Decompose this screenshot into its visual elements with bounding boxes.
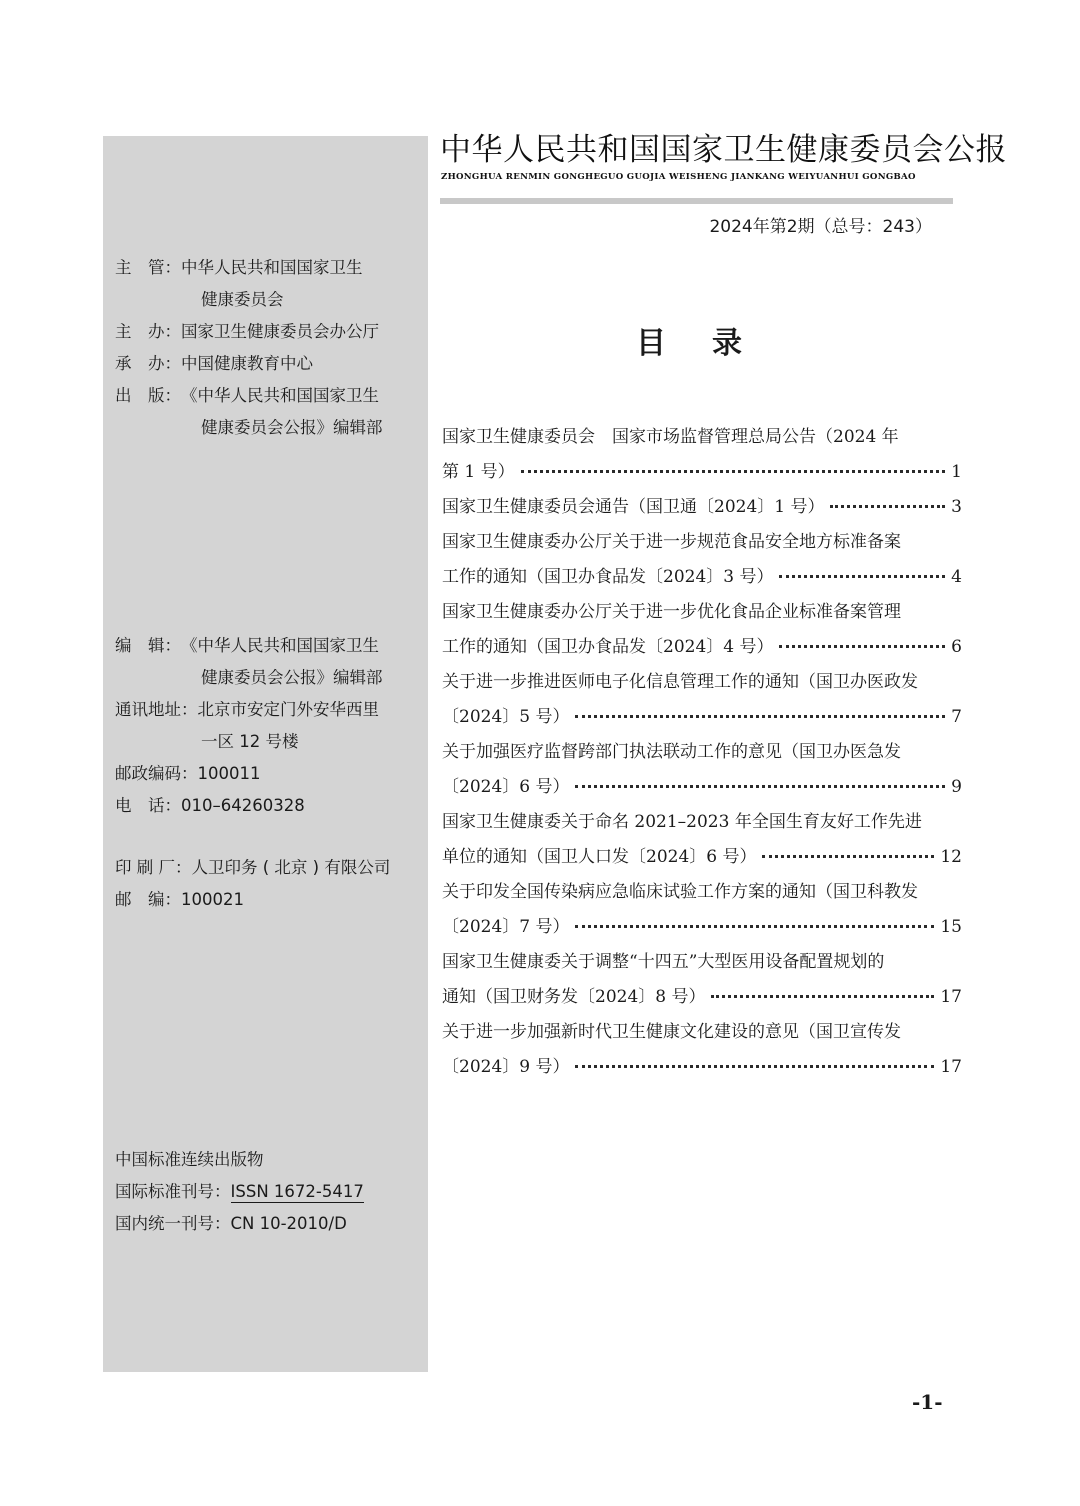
info-value: 中国健康教育中心 [181, 354, 313, 373]
toc-entry-line [442, 490, 962, 525]
publication-title: 中华人民共和国国家卫生健康委员会公报 [440, 132, 1007, 168]
info-value-continued: 健康委员会公报》编辑部 [201, 668, 383, 687]
toc-page-number: 15 [940, 917, 962, 937]
info-label: 电 话： [115, 796, 181, 815]
toc-entry-title-end: 〔2024〕5 号） [442, 707, 570, 727]
editorial-info [115, 630, 425, 822]
toc-entry-title: 关于加强医疗监督跨部门执法联动工作的意见（国卫办医急发 [442, 742, 901, 762]
standard-serial-info [115, 1144, 364, 1240]
info-row [115, 252, 425, 284]
toc-entry-title-end: 工作的通知（国卫办食品发〔2024〕4 号） [442, 637, 774, 657]
toc-leader-dots [521, 469, 946, 473]
info-label: 邮 编： [115, 890, 181, 909]
info-value-continued: 健康委员会 [201, 290, 284, 309]
printer-info [115, 852, 425, 916]
toc-entry-line [442, 840, 962, 875]
publisher-info [115, 252, 425, 444]
info-row [115, 380, 425, 412]
toc-entry-line [442, 630, 962, 665]
toc-entry-title: 国家卫生健康委关于调整“十四五”大型医用设备配置规划的 [442, 952, 885, 972]
toc-page-number: 3 [951, 497, 962, 517]
toc-page-number: 6 [951, 637, 962, 657]
toc-entry-title: 国家卫生健康委关于命名 2021–2023 年全国生育友好工作先进 [442, 812, 922, 832]
info-label: 出 版： [115, 386, 181, 405]
issue-number: 2024年第2期（总号：243） [709, 217, 932, 237]
info-row [115, 316, 425, 348]
toc-entry[interactable] [442, 945, 962, 1015]
info-value: 北京市安定门外安华西里 [197, 700, 379, 719]
toc-entry-title-end: 国家卫生健康委员会通告（国卫通〔2024〕1 号） [442, 497, 825, 517]
toc-entry[interactable] [442, 490, 962, 525]
toc-entry[interactable] [442, 1015, 962, 1085]
toc-page-number: 17 [940, 1057, 962, 1077]
info-value: 100011 [197, 764, 261, 783]
toc-entry[interactable] [442, 420, 962, 490]
toc-entry-line [442, 455, 962, 490]
issn-number: ISSN 1672-5417 [230, 1182, 364, 1201]
issn-line [115, 1176, 364, 1208]
toc-entry-title: 关于进一步加强新时代卫生健康文化建设的意见（国卫宣传发 [442, 1022, 901, 1042]
toc-leader-dots [779, 574, 945, 578]
toc-entry-line [442, 700, 962, 735]
header-rule [440, 198, 953, 204]
toc-entry-title: 关于印发全国传染病应急临床试验工作方案的通知（国卫科教发 [442, 882, 918, 902]
cn-label: 国内统一刊号： [115, 1214, 231, 1233]
toc-entry-title: 国家卫生健康委员会 国家市场监督管理总局公告（2024 年 [442, 427, 899, 447]
toc-entry-line [442, 910, 962, 945]
standard-serial-label: 中国标准连续出版物 [115, 1150, 264, 1169]
toc-page-number: 17 [940, 987, 962, 1007]
issn-label: 国际标准刊号： [115, 1182, 231, 1201]
toc-entry[interactable] [442, 525, 962, 595]
table-of-contents [442, 420, 962, 1085]
toc-entry-title-end: 〔2024〕9 号） [442, 1057, 570, 1077]
toc-entry[interactable] [442, 875, 962, 945]
publication-title-pinyin: ZHONGHUA RENMIN GONGHEGUO GUOJIA WEISHENG JIANKANG WEIYUANHUI GONGBAO [441, 172, 916, 182]
info-value-continued: 一区 12 号楼 [201, 732, 299, 751]
toc-entry-title-end: 单位的通知（国卫人口发〔2024〕6 号） [442, 847, 757, 867]
info-label: 印 刷 厂： [115, 858, 192, 877]
toc-entry-title-end: 通知（国卫财务发〔2024〕8 号） [442, 987, 706, 1007]
info-row [115, 758, 425, 790]
info-label: 邮政编码： [115, 764, 198, 783]
info-value: 010–64260328 [181, 796, 305, 815]
toc-leader-dots [711, 994, 934, 998]
toc-leader-dots [575, 714, 945, 718]
info-value: 人卫印务 ( 北京 ) 有限公司 [191, 858, 391, 877]
info-label: 承 办： [115, 354, 181, 373]
info-value: 国家卫生健康委员会办公厅 [181, 322, 379, 341]
toc-entry[interactable] [442, 665, 962, 735]
info-row [115, 884, 425, 916]
toc-entry[interactable] [442, 735, 962, 805]
info-row [115, 348, 425, 380]
toc-leader-dots [575, 1064, 934, 1068]
toc-heading: 目录 [636, 326, 788, 361]
info-row [115, 790, 425, 822]
info-label: 通讯地址： [115, 700, 198, 719]
toc-leader-dots [575, 924, 934, 928]
cn-number: CN 10-2010/D [230, 1214, 347, 1233]
toc-entry-line [442, 770, 962, 805]
toc-entry-title-end: 工作的通知（国卫办食品发〔2024〕3 号） [442, 567, 774, 587]
info-label: 主 办： [115, 322, 181, 341]
page-number: -1- [912, 1390, 943, 1414]
toc-entry-line [442, 980, 962, 1015]
info-value: 中华人民共和国国家卫生 [181, 258, 363, 277]
info-value: 100021 [181, 890, 244, 909]
toc-leader-dots [575, 784, 945, 788]
toc-leader-dots [762, 854, 934, 858]
toc-page-number: 12 [940, 847, 962, 867]
toc-entry-title: 国家卫生健康委办公厅关于进一步规范食品安全地方标准备案 [442, 532, 901, 552]
toc-page-number: 1 [951, 462, 962, 482]
info-row [115, 630, 425, 662]
toc-page-number: 4 [951, 567, 962, 587]
info-row [115, 694, 425, 726]
toc-page-number: 9 [951, 777, 962, 797]
toc-entry-title-end: 第 1 号） [442, 462, 515, 482]
toc-entry-line [442, 560, 962, 595]
toc-entry-line [442, 1050, 962, 1085]
info-label: 主 管： [115, 258, 181, 277]
toc-entry-title-end: 〔2024〕6 号） [442, 777, 570, 797]
toc-entry[interactable] [442, 805, 962, 875]
info-row [115, 852, 425, 884]
info-value: 《中华人民共和国国家卫生 [181, 386, 379, 405]
toc-leader-dots [779, 644, 945, 648]
cn-line [115, 1208, 364, 1240]
toc-leader-dots [830, 504, 945, 508]
toc-entry-title-end: 〔2024〕7 号） [442, 917, 570, 937]
info-value: 《中华人民共和国国家卫生 [181, 636, 379, 655]
toc-entry-title: 国家卫生健康委办公厅关于进一步优化食品企业标准备案管理 [442, 602, 901, 622]
info-label: 编 辑： [115, 636, 181, 655]
info-value-continued: 健康委员会公报》编辑部 [201, 418, 383, 437]
toc-entry[interactable] [442, 595, 962, 665]
toc-page-number: 7 [951, 707, 962, 727]
toc-entry-title: 关于进一步推进医师电子化信息管理工作的通知（国卫办医政发 [442, 672, 918, 692]
